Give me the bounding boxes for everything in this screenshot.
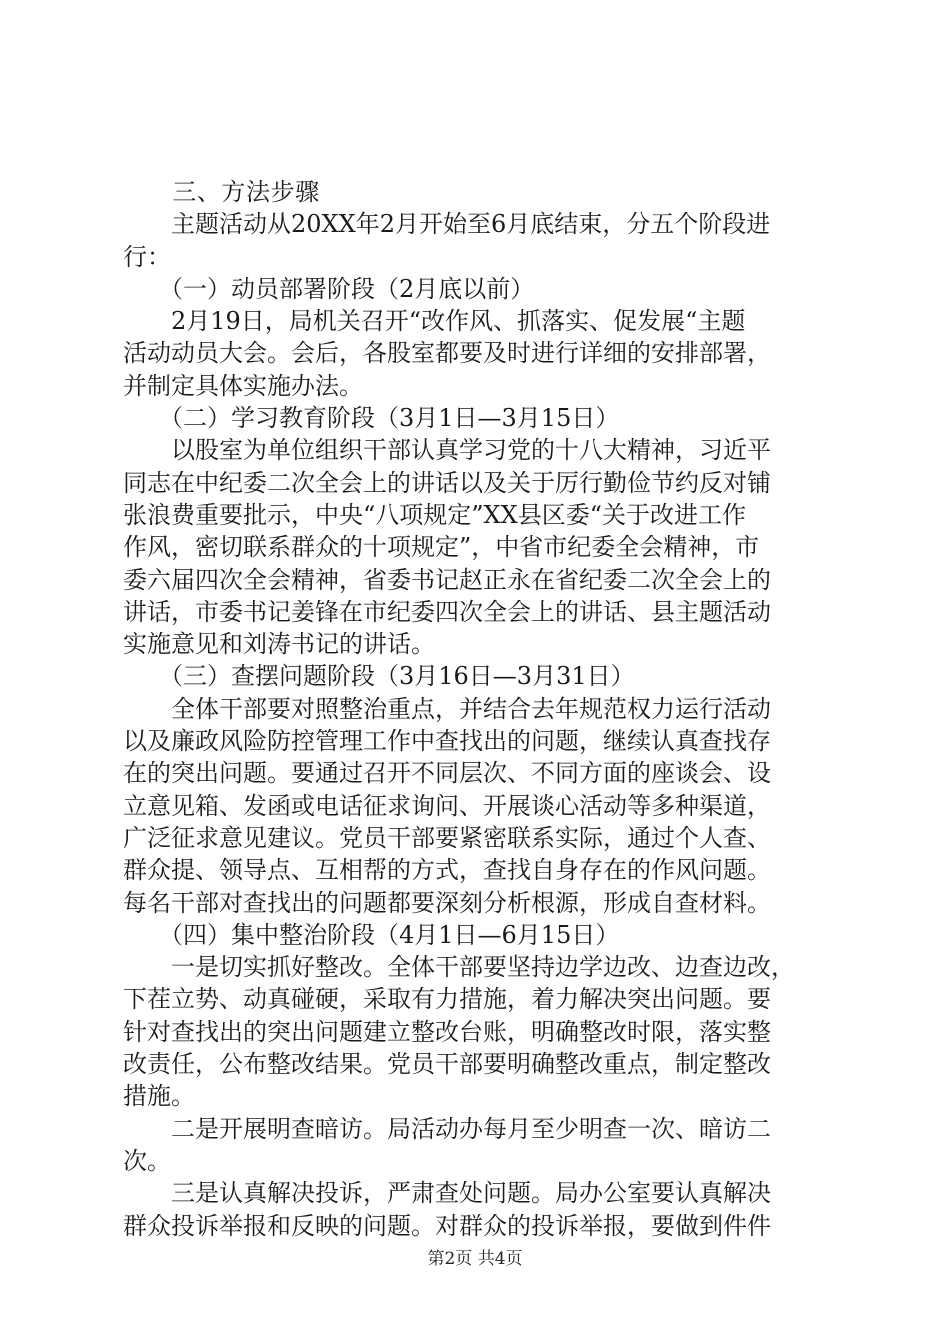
paragraph-line: 以股室为单位组织干部认真学习党的十八大精神，习近平 [123, 436, 771, 465]
paragraph-line: 2月19日，局机关召开“改作风、抓落实、促发展“主题 [123, 307, 746, 336]
paragraph-line: 改责任，公布整改结果。党员干部要明确整改重点，制定整改 [123, 1050, 771, 1079]
paragraph-line: 并制定具体实施办法。 [123, 371, 363, 400]
paragraph-line: 在的突出问题。要通过召开不同层次、不同方面的座谈会、设 [123, 759, 771, 788]
paragraph-line: 每名干部对查找出的问题都要深刻分析根源，形成自查材料。 [123, 888, 771, 917]
paragraph-line: 张浪费重要批示，中央“八项规定”XX县区委“关于改进工作 [123, 500, 746, 529]
paragraph-line: 讲话，市委书记姜锋在市纪委四次全会上的讲话、县主题活动 [123, 597, 771, 626]
paragraph-line: 广泛征求意见建议。党员干部要紧密联系实际，通过个人查、 [123, 823, 771, 852]
paragraph-line: 实施意见和刘涛书记的讲话。 [123, 630, 435, 659]
paragraph-line: 全体干部要对照整治重点，并结合去年规范权力运行活动 [123, 694, 771, 723]
paragraph-line: 二是开展明查暗访。局活动办每月至少明查一次、暗访二 [123, 1114, 771, 1143]
paragraph-line: 活动动员大会。会后，各股室都要及时进行详细的安排部署， [123, 339, 771, 368]
paragraph-line: 群众投诉举报和反映的问题。对群众的投诉举报，要做到件件 [123, 1211, 771, 1240]
paragraph-line: 作风，密切联系群众的十项规定”，中省市纪委全会精神，市 [123, 533, 760, 562]
paragraph-line: 同志在中纪委二次全会上的讲话以及关于厉行勤俭节约反对铺 [123, 468, 771, 497]
paragraph-line: 立意见箱、发函或电话征求询问、开展谈心活动等多种渠道， [123, 791, 771, 820]
stage-heading: （四）集中整治阶段（4月1日—6月15日） [123, 920, 620, 949]
stage-heading: （三）查摆问题阶段（3月16日—3月31日） [123, 662, 635, 691]
stage-heading: （一）动员部署阶段（2月底以前） [123, 274, 535, 303]
paragraph-line: 一是切实抓好整改。全体干部要坚持边学边改、边查边改， [123, 953, 795, 982]
paragraph-line: 下茬立势、动真碰硬，采取有力措施，着力解决突出问题。要 [123, 985, 771, 1014]
paragraph-line: 主题活动从20XX年2月开始至6月底结束，分五个阶段进 [123, 210, 771, 239]
paragraph-line: 针对查找出的突出问题建立整改台账，明确整改时限，落实整 [123, 1017, 771, 1046]
paragraph-line: 次。 [123, 1146, 171, 1175]
stage-heading: （二）学习教育阶段（3月1日—3月15日） [123, 404, 620, 433]
paragraph-line: 群众提、领导点、互相帮的方式，查找自身存在的作风问题。 [123, 856, 771, 885]
document-body [123, 176, 835, 1242]
section-heading: 三、方法步骤 [123, 178, 320, 206]
page-number-footer: 第2页 共4页 [427, 1249, 523, 1269]
paragraph-line: 三是认真解决投诉，严肃查处问题。局办公室要认真解决 [123, 1179, 771, 1208]
paragraph-line: 行： [123, 242, 171, 271]
paragraph-line: 委六届四次全会精神，省委书记赵正永在省纪委二次全会上的 [123, 565, 771, 594]
paragraph-line: 以及廉政风险防控管理工作中查找出的问题，继续认真查找存 [123, 727, 771, 756]
paragraph-line: 措施。 [123, 1082, 195, 1111]
